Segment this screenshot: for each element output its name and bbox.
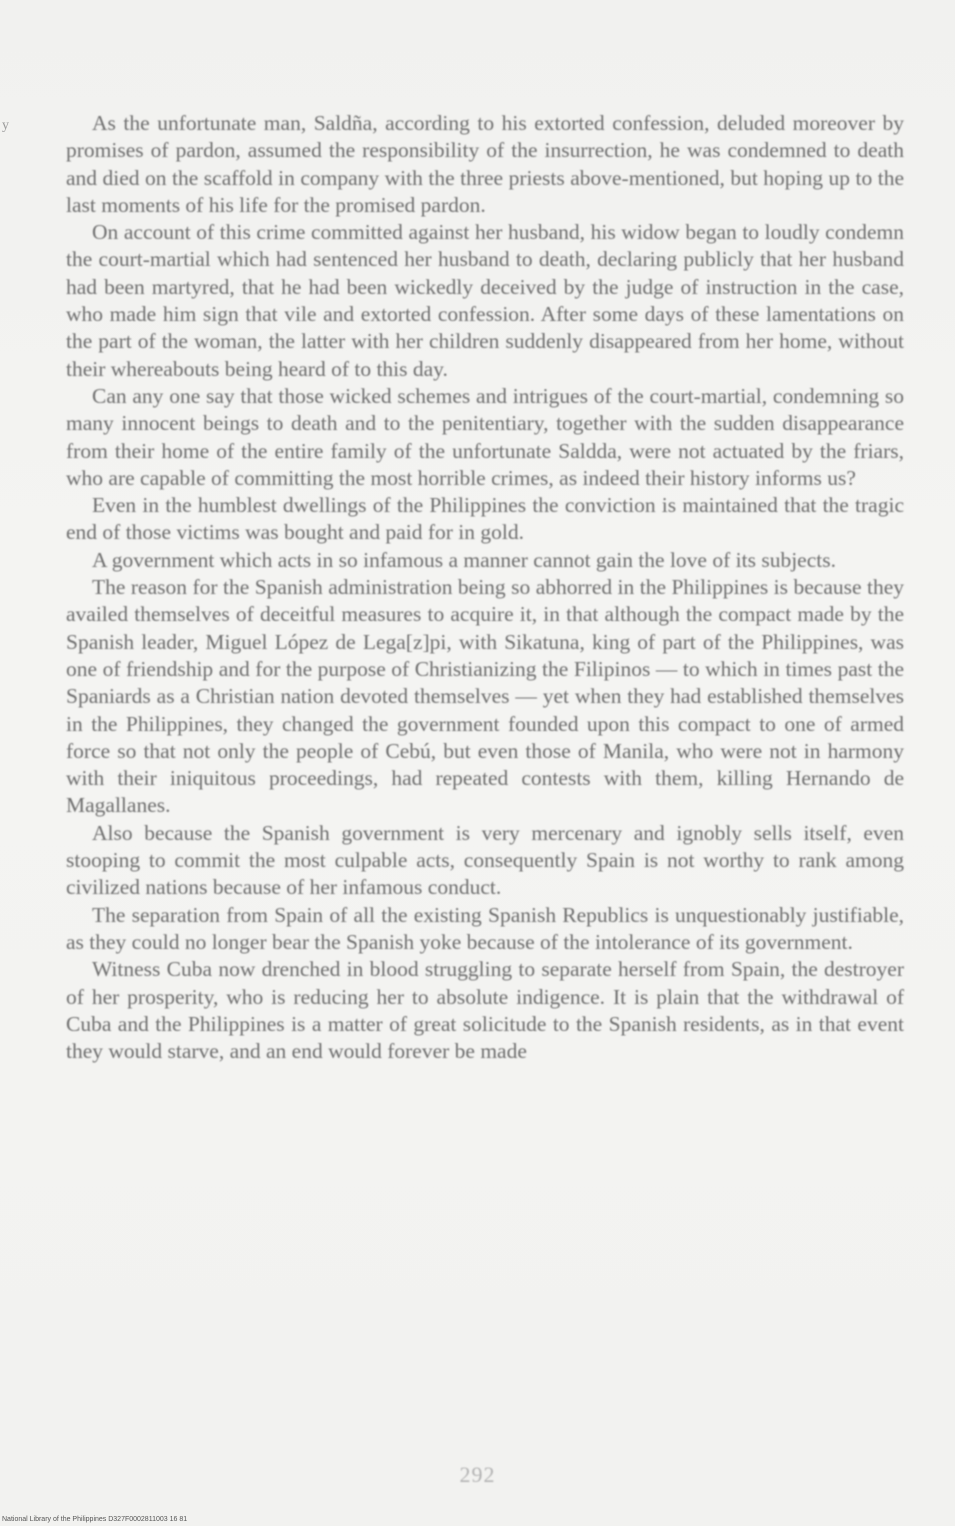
paragraph-4: Even in the humblest dwellings of the Philippines the conviction is maintained that the tragic end of those victims was bought and paid for in gold. [66,493,904,545]
footer-credit: National Library of the Philippines D327F0002811003 16 81 [2,1516,188,1523]
paragraph-1: As the unfortunate man, Saldña, according to his extorted confession, deluded moreover by promises of pardon, assumed the responsibility of the insurrection, he was condemned to death and died on the scaffold in company with the three priests above-mentioned, but hoping up to the last moments of his life for the promised pardon. [66,111,904,217]
page-number: 292 [459,1462,496,1487]
paragraph-3: Can any one say that those wicked schemes and intrigues of the court-martial, condemning so many innocent beings to death and to the penitentiary, together with the sudden disappearance from their home of the entire family of the unfortunate Saldda, were not actuated by the friars, who are capable of committing the most horrible crimes, as indeed their history informs us? [66,383,904,490]
paragraph-9: Witness Cuba now drenched in blood struggling to separate herself from Spain, the destroyer of her prosperity, who is reducing her to absolute indigence. It is plain that the withdrawal of Cuba and the Philippines is a matter of great solicitude to the Spanish residents, as in that event they would starve, and an end would forever be made [66,957,904,1064]
margin-mark: y [2,118,9,133]
paragraph-5: A government which acts in so infamous a manner cannot gain the love of its subjects. [92,547,836,572]
paragraph-6: The reason for the Spanish administration being so abhorred in the Philippines is because they availed themselves of deceitful measures to acquire it, in that although the compact made by the Spanish leader, Miguel López de Lega[z]pi, with Sikatuna, king of part of the Philippines, was one of friendship and for the purpose of Christianizing the Filipinos — to which in times past the Spaniards as a Christian nation devoted themselves — yet when they had established themselves in the Philippines, they changed the government founded upon this compact to one of armed force so that not only the people of Cebú, but even those of Manila, who were not in harmony with their iniquitous proceedings, had repeated contests with them, killing Hernando de Magallanes. [66,575,904,818]
paragraph-7: Also because the Spanish government is very mercenary and ignobly sells itself, even stooping to commit the most culpable acts, consequently Spain is not worthy to rank among civilized nations because of her infamous conduct. [66,820,904,900]
paragraph-2: On account of this crime committed against her husband, his widow began to loudly condemn the court-martial which had sentenced her husband to death, declaring publicly that her husband had been martyred, that he had been wickedly deceived by the judge of instruction in the case, who made him sign that vile and extorted confession. After some days of these lamentations on the part of the woman, the latter with her children suddenly disappeared from her home, without their whereabouts being heard of to this day. [66,220,904,381]
paragraph-8: The separation from Spain of all the existing Spanish Republics is unquestionably justifiable, as they could no longer bear the Spanish yoke because of the intolerance of its government. [66,902,904,954]
body-text [66,110,904,1065]
